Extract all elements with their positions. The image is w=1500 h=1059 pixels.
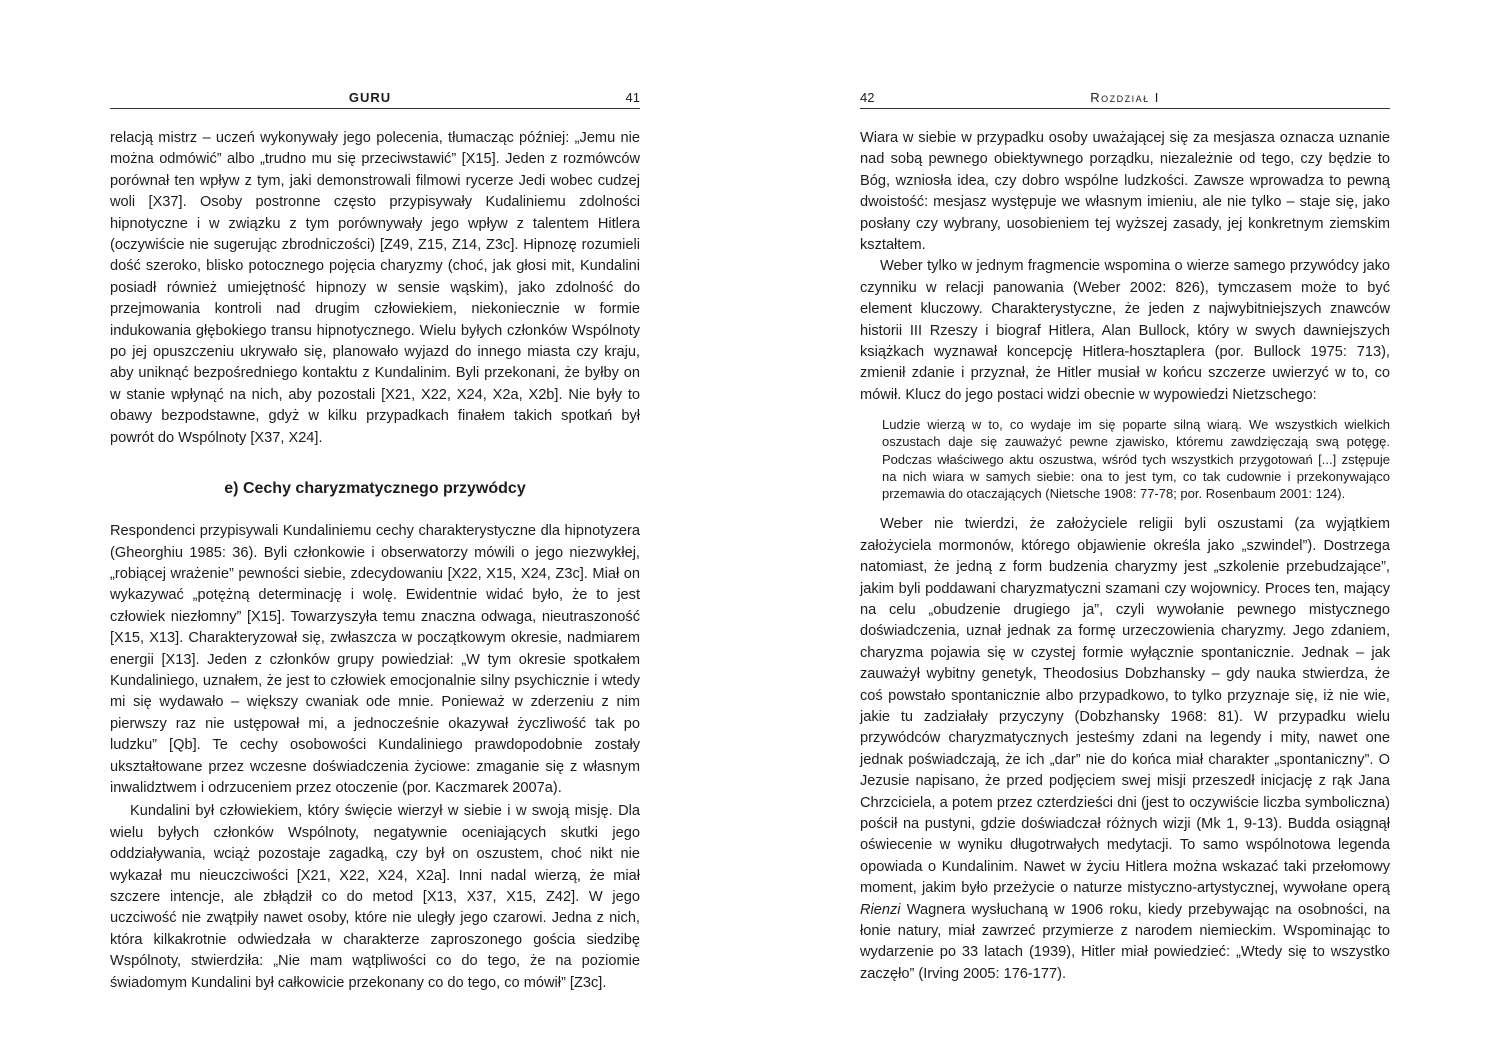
left-page-body <box>110 128 640 994</box>
right-page <box>860 0 1390 1059</box>
block-quote: Ludzie wierzą w to, co wydaje im się poparte silną wiarą. We wszystkich wielkich oszustach daje się zauważyć pewne zjawisko, któremu zawdzięczają swą potęgę. Podczas właściwego aktu oszustwa, wśród tych wszystkich przygotowań [...] zstępuje na nich wiara w samych siebie: ona to jest tym, co tak cudownie i przekonywająco przemawia do otaczających (Nietsche 1908: 77-78; por. Rosenbaum 2001: 124). <box>882 417 1390 502</box>
right-page-body <box>860 128 1390 985</box>
left-page <box>110 0 640 1059</box>
left-header-title: GURU <box>348 90 392 105</box>
right-page-number: 42 <box>860 90 875 105</box>
right-paragraph-3-part-a: Weber nie twierdzi, że założyciele religii byli oszustami (za wyjątkiem założyciela mormonów, którego objawienie określa jako „szwindel”). Dostrzega natomiast, że jedną z form budzenia charyzmy jest „szkolenie przebudzające”, jakim byli poddawani charyzmatyczni szamani czy wojownicy. Proces ten, mający na celu „obudzenie drugiego ja”, czyli wywołanie pewnego mistycznego doświadczenia, uznał jednak za formę urzeczowienia charyzmy. Jego zdaniem, charyzma pojawia się w czystej formie wyłącznie spontanicznie. Jednak – jak zauważył wybitny genetyk, Theodosius Dobzhansky – gdy nauka stwierdza, że coś powstało spontanicznie albo przypadkowo, to tylko przyznaje się, iż nie wie, jakie tu zadziałały przyczyny (Dobzhansky 1968: 81). W przypadku wielu przywódców charyzmatycznych jesteśmy zdani na legendy i mity, nawet one jednak poświadczają, że ich „dar” nie do końca miał charakter „spontaniczny”. O Jezusie napisano, że przed podjęciem swej misji przeszedł inicjację z rąk Jana Chrzciciela, a potem przez czterdzieści dni (jest to oczywiście liczba symboliczna) pościł na pustyni, gdzie doświadczał różnych wizji (Mk 1, 9-13). Budda osiągnął oświecenie w wyniku długotrwałych medytacji. To samo wspólnotowa legenda opowiada o Kundalinim. Nawet w życiu Hitlera można wskazać taki przełomowy moment, jakim było przeżycie o naturze mistyczno-artystycznej, wywołane operą <box>860 516 1390 897</box>
left-paragraph-1: relacją mistrz – uczeń wykonywały jego polecenia, tłumacząc później: „Jemu nie można odmówić” albo „trudno mu się przeciwstawić” [X15]. Jeden z rozmówców porównał ten wpływ z tym, jaki demonstrowali filmowi rycerze Jedi wobec cudzej woli [X37]. Osoby postronne często przypisywały Kudaliniemu zdolności hipnotyczne i w związku z tym porównywały jego wpływ z talentem Hitlera (oczywiście nie sugerując zbrodniczości) [Z49, Z15, Z14, Z3c]. Hipnozę rozumieli dość szeroko, blisko potocznego pojęcia charyzmy (choć, jak głosi mit, Kundalini posiadł również umiejętność hipnozy w sensie wąskim), jako zdolność do przejmowania kontroli nad drugim człowiekiem, niekoniecznie w formie indukowania głębokiego transu hipnotycznego. Wielu byłych członków Wspólnoty po jej opuszczeniu ukrywało się, planowało wyjazd do innego miasta czy kraju, aby uniknąć bezpośredniego kontaktu z Kundalinim. Byli przekonani, że byłby on w stanie wpłynąć na nich, aby pozostali [X21, X22, X24, X2a, X2b]. Nie były to obawy bezpodstawne, gdyż w kilku przypadkach finałem takich spotkań był powrót do Wspólnoty [X37, X24]. <box>110 130 640 446</box>
left-paragraph-2: Respondenci przypisywali Kundaliniemu cechy charakterystyczne dla hipnotyzera (Gheorghiu 1985: 36). Byli członkowie i obserwatorzy mówili o jego niezwykłej, „robiącej wrażenie” pewności siebie, zdecydowaniu [X22, X15, X24, Z3c]. Miał on wykazywać „potężną determinację i wolę. Ewidentnie widać było, że to jest człowiek niezłomny” [X15]. Towarzyszyła temu znaczna odwaga, nieutraszoność [X15, X13]. Charakteryzował się, zwłaszcza w początkowym okresie, nadmiarem energii [X13]. Jeden z członków grupy powiedział: „W tym okresie spotkałem Kundaliniego, uznałem, że jest to człowiek emocjonalnie silny psychicznie i wtedy mi się wydawało – większy cwaniak ode mnie. Ponieważ w zderzeniu z nim pierwszy raz nie ustępował mi, a jednocześnie okazywał życzliwość tak po ludzku” [Qb]. Te cechy osobowości Kundaliniego prawdopodobnie zostały ukształtowane przez wczesne doświadczenia życiowe: zmaganie się z własnym inwalidztwem i odrzuceniem przez otoczenie (por. Kaczmarek 2007a). <box>110 523 640 796</box>
left-running-head <box>110 88 640 109</box>
left-page-number: 41 <box>625 90 640 105</box>
right-running-head <box>860 88 1390 109</box>
right-paragraph-2: Weber tylko w jednym fragmencie wspomina o wierze samego przywódcy jako czynniku w relacji panowania (Weber 2002: 826), tymczasem może to być element kluczowy. Charakterystyczne, że jeden z najwybitniejszych znawców historii III Rzeszy i biograf Hitlera, Alan Bullock, który w swych dawniejszych książkach wyznawał koncepcję Hitlera-hosztaplera (por. Bullock 1975: 713), zmienił zdanie i przyznał, że Hitler musiał w końcu szczerze uwierzyć w to, co mówił. Klucz do jego postaci widzi obecnie w wypowiedzi Nietzschego: <box>860 258 1390 403</box>
right-header-title: Rozdział I <box>1090 90 1160 105</box>
section-heading: e) Cechy charyzmatycznego przywódcy <box>224 480 526 498</box>
left-paragraph-3: Kundalini był człowiekiem, który święcie wierzył w siebie i w swoją misję. Dla wielu byłych członków Wspólnoty, negatywnie oceniających skutki jego oddziaływania, wciąż pozostaje zagadką, czy był on oszustem, choć nikt nie wykazał mu nieuczciwości [X21, X22, X24, X2a]. Inni nadal wierzą, że miał szczere intencje, ale zbłądził co do metod [X13, X37, X15, Z42]. W jego uczciwość nie zwątpiły nawet osoby, które nie uległy jego czarowi. Jedna z nich, która kilkakrotnie odwiedzała w charakterze zaproszonego gościa siedzibę Wspólnoty, stwierdziła: „Nie mam wątpliwości co do tego, że na poziomie świadomym Kundalini był całkowicie przekonany co do tego, co mówił” [Z3c]. <box>110 803 640 991</box>
right-paragraph-1: Wiara w siebie w przypadku osoby uważającej się za mesjasza oznacza uznanie nad sobą pewnego obiektywnego porządku, niezależnie od tego, czy będzie to Bóg, wzniosła idea, czy dobro wspólne ludzkości. Zawsze wprowadza to pewną dwoistość: mesjasz występuje we własnym imieniu, ale nie tylko – staje się, jako posłany czy wybrany, uosobieniem tej wyższej zasady, jej konkretnym ziemskim kształtem. <box>860 130 1390 254</box>
right-paragraph-3 <box>860 514 1390 985</box>
opera-title: Rienzi <box>860 901 901 918</box>
right-paragraph-3-part-b: Wagnera wysłuchaną w 1906 roku, kiedy przebywając na osobności, na łonie natury, miał zawrzeć przymierze z narodem niemieckim. Wspominając to wydarzenie po 33 latach (1939), Hitler miał powiedzieć: „Wtedy się to wszystko zaczęło” (Irving 2005: 176-177). <box>860 901 1390 982</box>
